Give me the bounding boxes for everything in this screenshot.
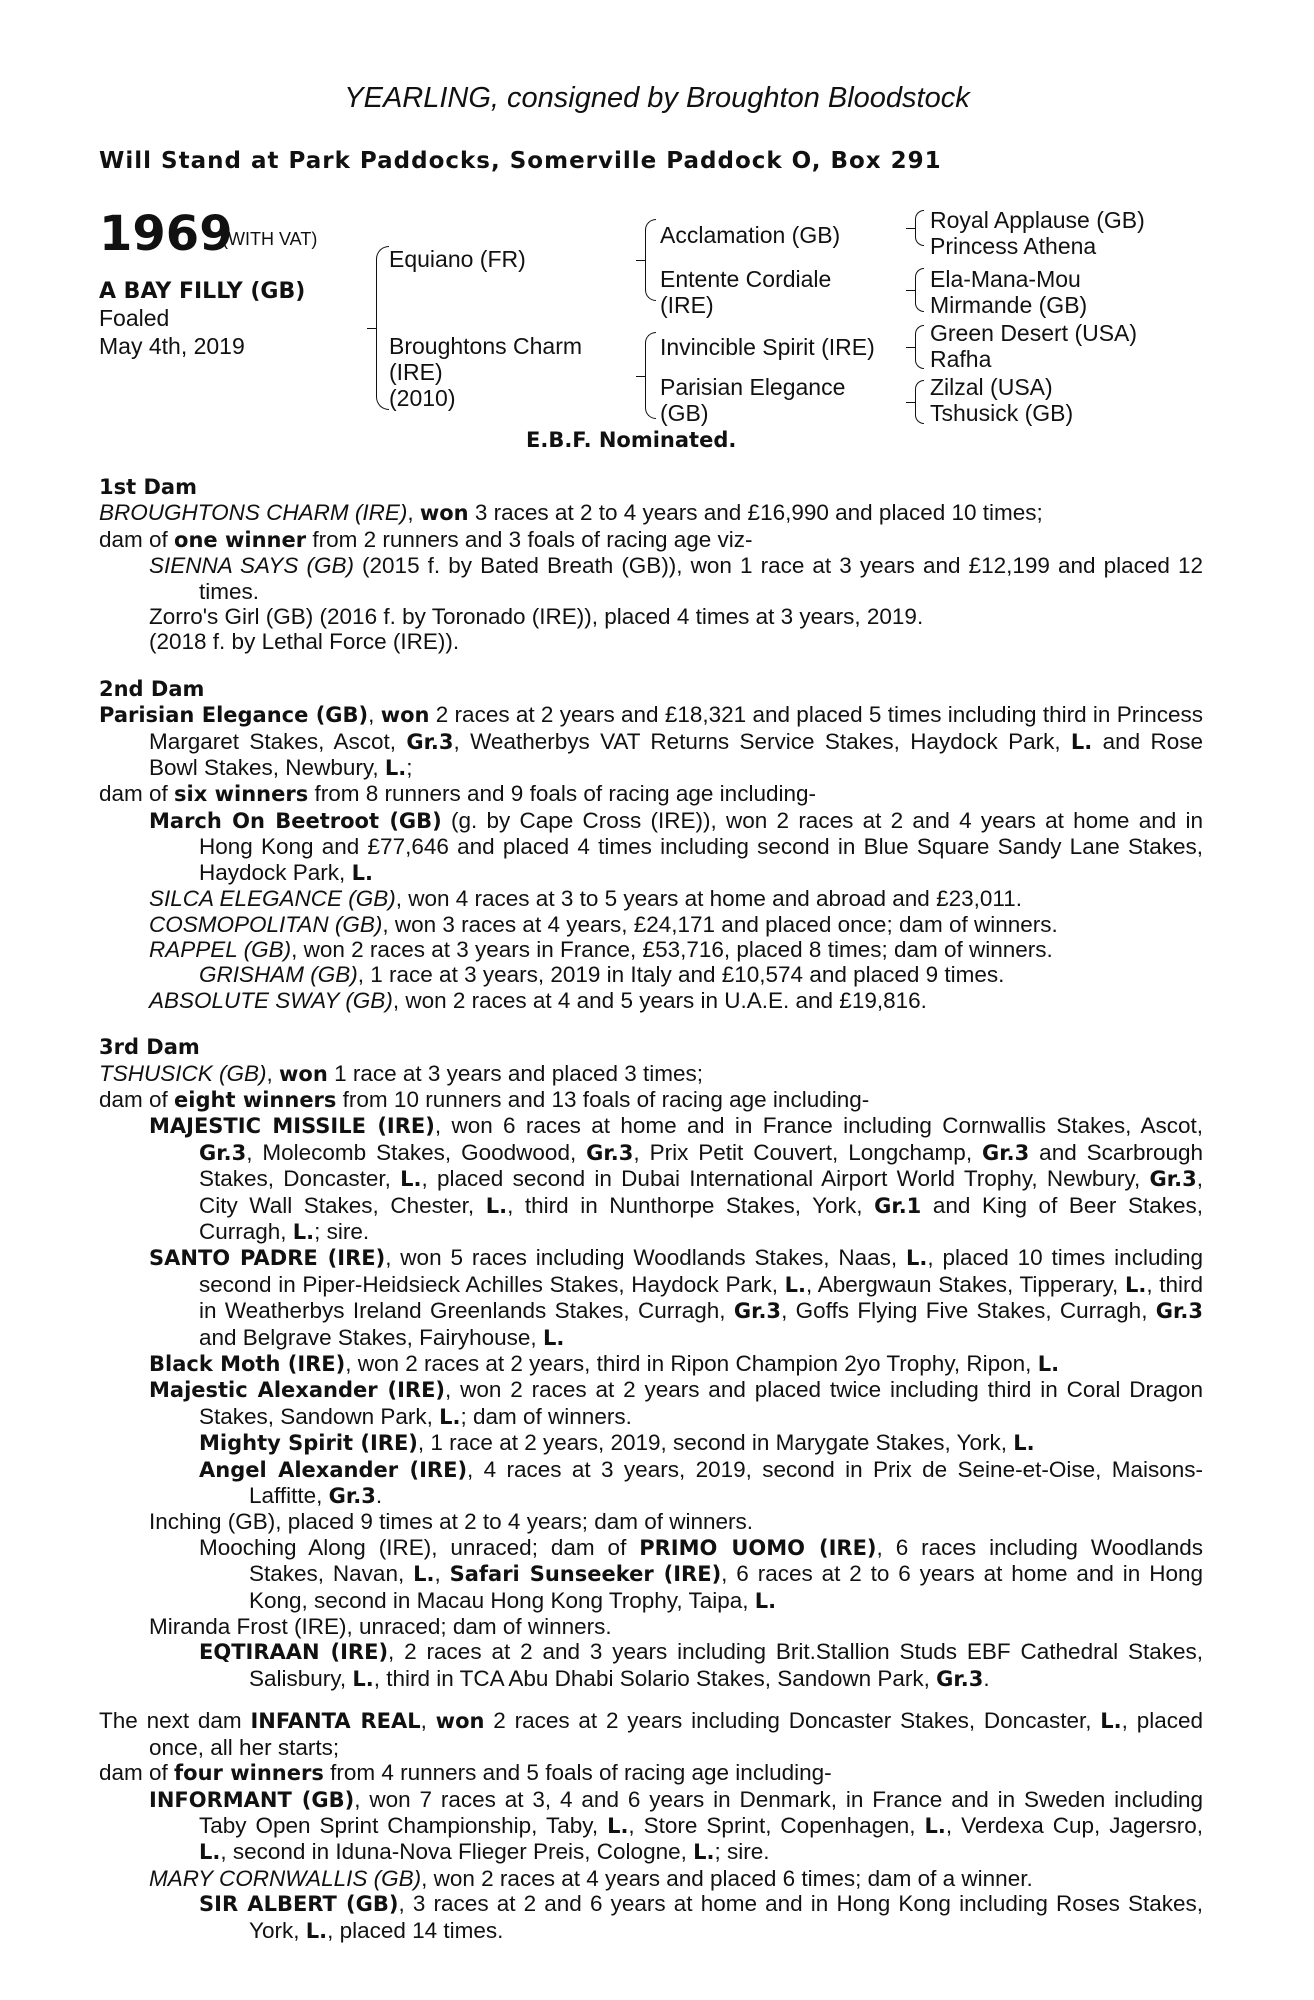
listed-label: L.: [1124, 1272, 1147, 1297]
pedigree-line: Entente Cordiale: [660, 266, 832, 292]
winners-count: four winners: [174, 1761, 324, 1786]
text: dam of: [99, 1086, 175, 1112]
first-dam-heading: 1st Dam: [99, 475, 197, 499]
text: dam of: [99, 526, 175, 552]
next-dam-summary: [99, 1708, 1203, 1760]
catalogue-body: [99, 475, 1203, 1944]
produce-entry: [99, 1377, 1203, 1430]
won-label: won: [435, 1709, 485, 1734]
pedigree-line: (GB): [660, 400, 709, 426]
grade-label: Gr.3: [586, 1140, 634, 1165]
text: from 4 runners and 5 foals of racing age including-: [323, 1760, 832, 1786]
produce-name: SIENNA SAYS (GB): [149, 553, 354, 579]
text: ; dam of winners.: [460, 1403, 632, 1429]
dam-name: TSHUSICK (GB): [99, 1060, 267, 1086]
produce-name: Angel Alexander (IRE): [199, 1457, 468, 1482]
pedigree-brace-sd: [915, 268, 924, 312]
text: , won 7 races at 3, 4 and 6 years in Denmark, in France and in Sweden including Taby Open Sprint Championship, Taby,: [199, 1786, 1203, 1838]
grade-label: Gr.3: [733, 1299, 782, 1324]
pedigree-dam-sire: Invincible Spirit (IRE): [660, 334, 875, 360]
listed-label: L.: [607, 1813, 629, 1838]
produce-entry: [99, 1891, 1203, 1944]
produce-entry: [99, 629, 1203, 654]
second-dam-summary: [99, 702, 1203, 781]
pedigree-sss: Royal Applause (GB): [930, 207, 1145, 233]
produce-name: Mighty Spirit (IRE): [199, 1431, 418, 1456]
pedigree-ssd: Princess Athena: [930, 233, 1097, 259]
text: , Weatherbys VAT Returns Service Stakes, Haydock Park,: [453, 728, 1071, 754]
lot-number: 1969: [99, 206, 233, 262]
text: , Store Sprint, Copenhagen,: [628, 1812, 925, 1838]
pedigree-brace-gen1: [376, 246, 389, 410]
text: 2 races at 2 years including Doncaster Stakes, Doncaster,: [484, 1708, 1101, 1734]
produce-entry: [99, 937, 1203, 962]
pedigree-dsd: Rafha: [930, 346, 992, 372]
text: , Molecomb Stakes, Goodwood,: [246, 1139, 587, 1165]
produce-entry: [99, 1245, 1203, 1351]
produce-entry: [99, 988, 1203, 1013]
text: Mooching Along (IRE), unraced; dam of: [199, 1534, 640, 1560]
text: , placed 14 times.: [327, 1917, 504, 1943]
text: Inching (GB), placed 9 times at 2 to 4 years; dam of winners.: [149, 1509, 754, 1535]
produce-name: RAPPEL (GB): [149, 936, 292, 962]
grade-label: Gr.3: [1149, 1167, 1197, 1192]
text: and King of Beer Stakes, Curragh,: [199, 1192, 1203, 1244]
produce-name: SANTO PADRE (IRE): [149, 1246, 386, 1271]
ebf-nominated: E.B.F. Nominated.: [526, 428, 737, 452]
vat-note: (WITH VAT): [222, 229, 318, 249]
grade-label: Gr.3: [406, 729, 454, 754]
grade-label: Gr.3: [1155, 1299, 1203, 1324]
text: , third in Nunthorpe Stakes, York,: [507, 1192, 875, 1218]
horse-name: A BAY FILLY (GB): [99, 279, 306, 304]
foaled-label: Foaled: [99, 305, 170, 331]
pedigree-sdd: Mirmande (GB): [930, 292, 1088, 318]
pedigree-dss: Green Desert (USA): [930, 320, 1138, 346]
listed-label: L.: [352, 1666, 374, 1691]
text: , won 2 races at 2 years and placed twice including third in Coral Dragon Stakes, Sandown Park,: [199, 1377, 1203, 1429]
won-label: won: [419, 501, 469, 526]
pedigree-sire-sire: Acclamation (GB): [660, 222, 841, 248]
produce-entry: [99, 1787, 1203, 1866]
text: and Belgrave Stakes, Fairyhouse,: [199, 1324, 543, 1350]
pedigree-brace-sire: [645, 219, 656, 301]
produce-entry: [99, 1866, 1203, 1891]
pedigree-brace-ss: [915, 210, 924, 246]
pedigree-brace-dd: [915, 380, 924, 424]
foaled-date: May 4th, 2019: [99, 333, 245, 359]
text: and Rose Bowl Stakes, Newbury,: [149, 728, 1203, 781]
text: , placed 10 times including second in Piper-Heidsieck Achilles Stakes, Haydock Park,: [199, 1245, 1203, 1297]
third-dam-heading: 3rd Dam: [99, 1035, 200, 1060]
produce-entry: [99, 1614, 1203, 1639]
pedigree-sire-dam: [660, 266, 831, 318]
text: , placed second in Dubai International Airport World Trophy, Newbury,: [421, 1166, 1150, 1192]
won-label: won: [279, 1061, 328, 1086]
text: , 1 race at 2 years, 2019, second in Marygate Stakes, York,: [417, 1430, 1014, 1456]
text: from 10 runners and 13 foals of racing age including-: [336, 1086, 870, 1112]
produce-entry: [99, 604, 1203, 629]
text: Zorro's Girl (GB) (2016 f. by Toronado (IRE)), placed 4 times at 3 years, 2019.: [149, 604, 924, 630]
listed-label: L.: [784, 1272, 807, 1297]
pedigree-sire: Equiano (FR): [389, 246, 526, 272]
pedigree-brace-ds: [915, 325, 924, 369]
text: , won 6 races at home and in France including Cornwallis Stakes, Ascot,: [434, 1113, 1203, 1139]
text: ,: [368, 702, 381, 728]
listed-label: L.: [1100, 1709, 1122, 1734]
produce-entry: [99, 912, 1203, 937]
text: ,: [434, 1561, 450, 1587]
text: ,: [420, 1708, 436, 1734]
pedigree-brace-dam: [645, 332, 656, 419]
listed-label: L.: [485, 1193, 508, 1218]
produce-entry: [99, 808, 1203, 886]
first-dam-produce-line: [99, 527, 1203, 553]
text: 3 races at 2 to 4 years and £16,990 and placed 10 times;: [468, 500, 1043, 526]
grade-label: Gr.3: [328, 1484, 376, 1509]
listed-label: L.: [906, 1246, 928, 1271]
text: , won 2 races at 4 years and placed 6 times; dam of a winner.: [421, 1865, 1033, 1891]
pedigree-line: (IRE): [660, 292, 714, 318]
produce-name: March On Beetroot (GB): [149, 808, 442, 833]
grade-label: Gr.3: [982, 1140, 1030, 1165]
produce-name: Safari Sunseeker (IRE): [449, 1562, 722, 1587]
produce-name: GRISHAM (GB): [199, 962, 358, 988]
dam-name: BROUGHTONS CHARM (IRE): [99, 500, 408, 526]
text: ,: [407, 500, 420, 526]
listed-label: L.: [693, 1840, 715, 1865]
listed-label: L.: [439, 1404, 461, 1429]
text: from 2 runners and 3 foals of racing age viz-: [306, 526, 753, 552]
produce-name: EQTIRAAN (IRE): [199, 1640, 389, 1665]
text: 1 race at 3 years and placed 3 times;: [327, 1060, 704, 1086]
produce-entry: [99, 1535, 1203, 1614]
produce-name: SIR ALBERT (GB): [199, 1892, 399, 1917]
produce-name: Majestic Alexander (IRE): [149, 1378, 446, 1403]
pedigree-line: Parisian Elegance: [660, 374, 846, 400]
listed-label: L.: [542, 1325, 565, 1350]
dam-name: Parisian Elegance (GB): [99, 703, 369, 728]
third-dam-summary: [99, 1061, 1203, 1087]
winners-count: one winner: [174, 527, 307, 552]
text: ; sire.: [314, 1218, 370, 1244]
first-dam-summary: [99, 500, 1203, 526]
produce-name: SILCA ELEGANCE (GB): [149, 886, 396, 912]
third-dam-produce-line: [99, 1087, 1203, 1113]
text: , won 3 races at 4 years, £24,171 and placed once; dam of winners.: [382, 911, 1058, 937]
text: , third in TCA Abu Dhabi Solario Stakes, Sandown Park,: [373, 1665, 937, 1691]
listed-label: L.: [1070, 729, 1093, 754]
produce-name: MARY CORNWALLIS (GB): [149, 1865, 422, 1891]
text: , won 2 races at 4 and 5 years in U.A.E. and £19,816.: [392, 987, 927, 1013]
text: , 1 race at 3 years, 2019 in Italy and £10,574 and placed 9 times.: [357, 962, 1005, 988]
pedigree-dds: Zilzal (USA): [930, 374, 1053, 400]
text: , Abergwaun Stakes, Tipperary,: [806, 1271, 1125, 1297]
text: from 8 runners and 9 foals of racing age including-: [308, 781, 816, 807]
produce-name: MAJESTIC MISSILE (IRE): [149, 1114, 435, 1139]
pedigree-ddd: Tshusick (GB): [930, 400, 1074, 426]
produce-entry: [99, 1113, 1203, 1245]
text: , 6 races including Woodlands Stakes, Navan,: [249, 1534, 1203, 1587]
listed-label: L.: [413, 1562, 435, 1587]
listed-label: L.: [400, 1167, 422, 1192]
second-dam-heading: 2nd Dam: [99, 676, 205, 701]
text: dam of: [99, 1760, 175, 1786]
produce-entry: [99, 553, 1203, 604]
text: , City Wall Stakes, Chester,: [199, 1166, 1203, 1218]
text: (2018 f. by Lethal Force (IRE)).: [149, 629, 460, 655]
text: and Scarbrough Stakes, Doncaster,: [199, 1139, 1203, 1192]
text: 2 races at 2 years and £18,321 and placed 5 times including third in Princess Margaret Stakes, Ascot,: [149, 702, 1203, 754]
text: Miranda Frost (IRE), unraced; dam of winners.: [149, 1614, 612, 1640]
text: ; sire.: [714, 1839, 770, 1865]
pedigree-dam-line: (2010): [389, 385, 456, 411]
produce-entry: [99, 1639, 1203, 1692]
next-dam-produce-line: [99, 1760, 1203, 1786]
text: , Prix Petit Couvert, Longchamp,: [633, 1139, 983, 1165]
text: , 2 races at 2 and 3 years including Brit.Stallion Studs EBF Cathedral Stakes, Salisbury,: [249, 1639, 1203, 1691]
listed-label: L.: [292, 1219, 315, 1244]
listed-label: L.: [351, 860, 373, 885]
winners-count: eight winners: [174, 1087, 337, 1112]
text: , 4 races at 3 years, 2019, second in Prix de Seine-et-Oise, Maisons-Laffitte,: [249, 1456, 1203, 1509]
text: ,: [266, 1060, 280, 1086]
text: , second in Iduna-Nova Flieger Preis, Cologne,: [220, 1839, 694, 1865]
text: (g. by Cape Cross (IRE)), won 2 races at 2 and 4 years at home and in Hong Kong and £77,646 and placed 4 times including second in Blue Square Sandy Lane Stakes, Haydock Park,: [199, 807, 1203, 885]
text: dam of: [99, 781, 175, 807]
text: , won 2 races at 3 years in France, £53,716, placed 8 times; dam of winners.: [291, 936, 1053, 962]
won-label: won: [380, 703, 430, 728]
produce-entry: [99, 886, 1203, 911]
produce-name: COSMOPOLITAN (GB): [149, 911, 383, 937]
grade-label: Gr.1: [874, 1193, 922, 1218]
produce-entry: [99, 962, 1203, 987]
listed-label: L.: [1013, 1431, 1035, 1456]
text: , Verdexa Cup, Jagersro,: [945, 1812, 1203, 1838]
second-dam-produce-line: [99, 781, 1203, 807]
produce-name: INFORMANT (GB): [149, 1787, 355, 1812]
grade-label: Gr.3: [936, 1666, 984, 1691]
pedigree-dam-line: Broughtons Charm: [389, 333, 583, 359]
stand-location: Will Stand at Park Paddocks, Somerville Paddock O, Box 291: [99, 148, 942, 174]
text: , 6 races at 2 to 6 years at home and in Hong Kong, second in Macau Hong Kong Trophy, Taipa,: [249, 1561, 1203, 1613]
dam-name: INFANTA REAL: [250, 1709, 421, 1734]
text: , won 4 races at 3 to 5 years at home and abroad and £23,011.: [395, 886, 1022, 912]
grade-label: Gr.3: [199, 1140, 247, 1165]
produce-entry: [99, 1430, 1203, 1456]
text: ;: [406, 755, 413, 781]
text: (2015 f. by Bated Breath (GB)), won 1 race at 3 years and £12,199 and placed 12 times.: [199, 553, 1203, 604]
pedigree-sds: Ela-Mana-Mou: [930, 266, 1081, 292]
pedigree-dam-line: (IRE): [389, 359, 443, 385]
text: , placed once, all her starts;: [149, 1708, 1203, 1760]
text: , 3 races at 2 and 6 years at home and in Hong Kong including Roses Stakes, York,: [249, 1891, 1203, 1943]
listed-label: L.: [754, 1588, 777, 1613]
listed-label: L.: [1037, 1352, 1060, 1376]
text: , Goffs Flying Five Stakes, Curragh,: [781, 1298, 1156, 1324]
listed-label: L.: [924, 1813, 946, 1838]
produce-entry: [99, 1457, 1203, 1510]
produce-name: ABSOLUTE SWAY (GB): [149, 987, 393, 1013]
listed-label: L.: [199, 1840, 221, 1865]
page-title: YEARLING, consigned by Broughton Bloodstock: [344, 82, 970, 114]
text: .: [375, 1483, 383, 1509]
produce-entry: [99, 1509, 1203, 1534]
text: The next dam: [99, 1708, 251, 1734]
produce-name: Black Moth (IRE): [149, 1352, 346, 1376]
pedigree-dam-dam: [660, 374, 845, 426]
winners-count: six winners: [174, 782, 309, 807]
produce-name: PRIMO UOMO (IRE): [639, 1535, 877, 1560]
text: , won 5 races including Woodlands Stakes, Naas,: [385, 1245, 906, 1271]
text: .: [983, 1665, 990, 1691]
listed-label: L.: [305, 1918, 328, 1943]
text: , third in Weatherbys Ireland Greenlands Stakes, Curragh,: [199, 1271, 1203, 1324]
listed-label: L.: [384, 756, 407, 781]
pedigree-dam: [389, 333, 582, 411]
produce-entry: [99, 1351, 1203, 1377]
text: , won 2 races at 2 years, third in Ripon Champion 2yo Trophy, Ripon,: [345, 1351, 1038, 1376]
